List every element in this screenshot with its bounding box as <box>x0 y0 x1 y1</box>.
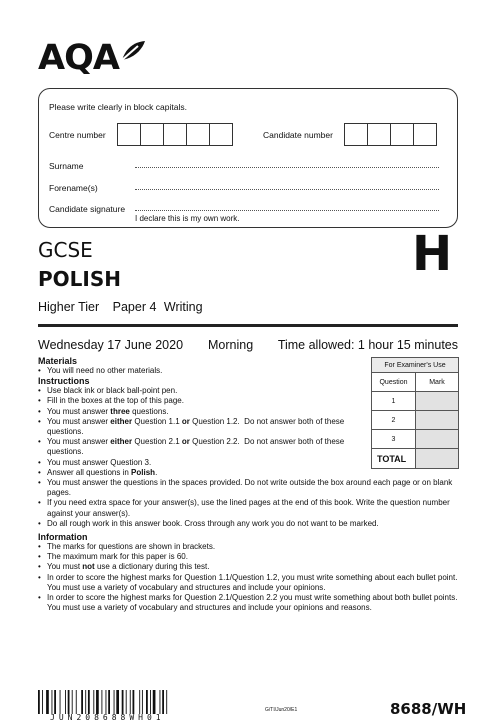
instructions-heading: Instructions <box>38 376 90 387</box>
centre-number-cell[interactable] <box>117 123 141 146</box>
mark-column-header: Mark <box>416 373 458 391</box>
information-list <box>38 542 458 613</box>
candidate-number-cell[interactable] <box>367 123 391 146</box>
question-number: 1 <box>372 392 416 410</box>
details-intro: Please write clearly in block capitals. <box>49 102 187 112</box>
exam-session: Morning <box>208 338 254 352</box>
list-item: • The maximum mark for this paper is 60. <box>38 552 458 562</box>
question-number: 3 <box>372 430 416 448</box>
forenames-label: Forename(s) <box>49 183 98 193</box>
total-label: TOTAL <box>372 449 416 468</box>
list-item: • You must answer either Question 2.1 or Question 2.2. Do not answer both of these questions. <box>38 437 366 457</box>
candidate-number-boxes[interactable] <box>345 123 437 146</box>
tier-line <box>38 300 213 314</box>
qualification: GCSE <box>38 238 93 262</box>
leaf-logo-icon <box>120 40 146 62</box>
list-item: • Use black ink or black ball-point pen. <box>38 386 366 396</box>
list-item: • If you need extra space for your answer(s), use the lined pages at the end of this book. Write the question number against your answer(s). <box>38 498 458 518</box>
paper-number: Paper 4 <box>112 300 157 314</box>
materials-heading: Materials <box>38 356 78 366</box>
centre-number-cell[interactable] <box>163 123 187 146</box>
candidate-number-cell[interactable] <box>344 123 368 146</box>
list-item: • Answer all questions in Polish. <box>38 468 366 478</box>
subject-name: POLISH <box>38 267 121 291</box>
paper-code: 8688/WH <box>390 700 467 718</box>
question-column-header: Question <box>372 373 416 391</box>
list-item: • You must answer three questions. <box>38 407 366 417</box>
surname-label: Surname <box>49 161 84 171</box>
list-item: • In order to score the highest marks for Question 1.1/Question 1.2, you must write something about each bullet point. You must use a variety of vocabulary and structures and include your opinions. <box>38 573 458 593</box>
reference-code: G/TI/Jun20/E1 <box>265 707 298 713</box>
centre-number-cell[interactable] <box>209 123 233 146</box>
list-item: • In order to score the highest marks for Question 2.1/Question 2.2 you must write something about both bullet points. You must use a variety of vocabulary and structures and include your opinions and reasons. <box>38 593 458 613</box>
materials-list <box>38 366 458 376</box>
information-heading: Information <box>38 532 88 543</box>
signature-label: Candidate signature <box>49 204 126 214</box>
instructions-content <box>38 356 458 613</box>
barcode <box>38 690 208 714</box>
list-item: • You must answer the questions in the spaces provided. Do not write outside the box around each page or on blank pages. <box>38 478 458 498</box>
instructions-list <box>38 386 458 478</box>
centre-number-label: Centre number <box>49 130 106 140</box>
list-item: • Do all rough work in this answer book. Cross through any work you do not want to be marked. <box>38 519 458 529</box>
candidate-details-box <box>38 88 458 228</box>
centre-number-cell[interactable] <box>140 123 164 146</box>
declaration-text: I declare this is my own work. <box>135 214 240 223</box>
exam-date: Wednesday 17 June 2020 <box>38 338 184 352</box>
list-item: • You must answer either Question 1.1 or Question 1.2. Do not answer both of these questions. <box>38 417 366 437</box>
logo-text: AQA <box>38 38 119 78</box>
signature-field[interactable] <box>135 210 439 211</box>
instructions-list-continued <box>38 478 458 529</box>
question-number: 2 <box>372 411 416 429</box>
tier: Higher Tier <box>38 300 100 314</box>
list-item: • The marks for questions are shown in brackets. <box>38 542 458 552</box>
examiner-table-header: For Examiner's Use <box>372 358 458 373</box>
candidate-number-cell[interactable] <box>413 123 437 146</box>
component: Writing <box>163 300 203 314</box>
subject-heading <box>38 238 121 292</box>
centre-number-boxes[interactable] <box>118 123 233 146</box>
barcode-text: JUN208688WH01 <box>50 713 165 722</box>
time-allowed: Time allowed: 1 hour 15 minutes <box>277 338 458 352</box>
list-item: • You will need no other materials. <box>38 366 366 376</box>
centre-number-cell[interactable] <box>186 123 210 146</box>
list-item: • You must not use a dictionary during this test. <box>38 562 458 572</box>
candidate-number-cell[interactable] <box>390 123 414 146</box>
candidate-number-label: Candidate number <box>263 130 333 140</box>
surname-field[interactable] <box>135 167 439 168</box>
heading-rule <box>38 324 458 327</box>
forenames-field[interactable] <box>135 189 439 190</box>
list-item: • You must answer Question 3. <box>38 458 366 468</box>
tier-letter: H <box>412 226 453 282</box>
list-item: • Fill in the boxes at the top of this page. <box>38 396 366 406</box>
